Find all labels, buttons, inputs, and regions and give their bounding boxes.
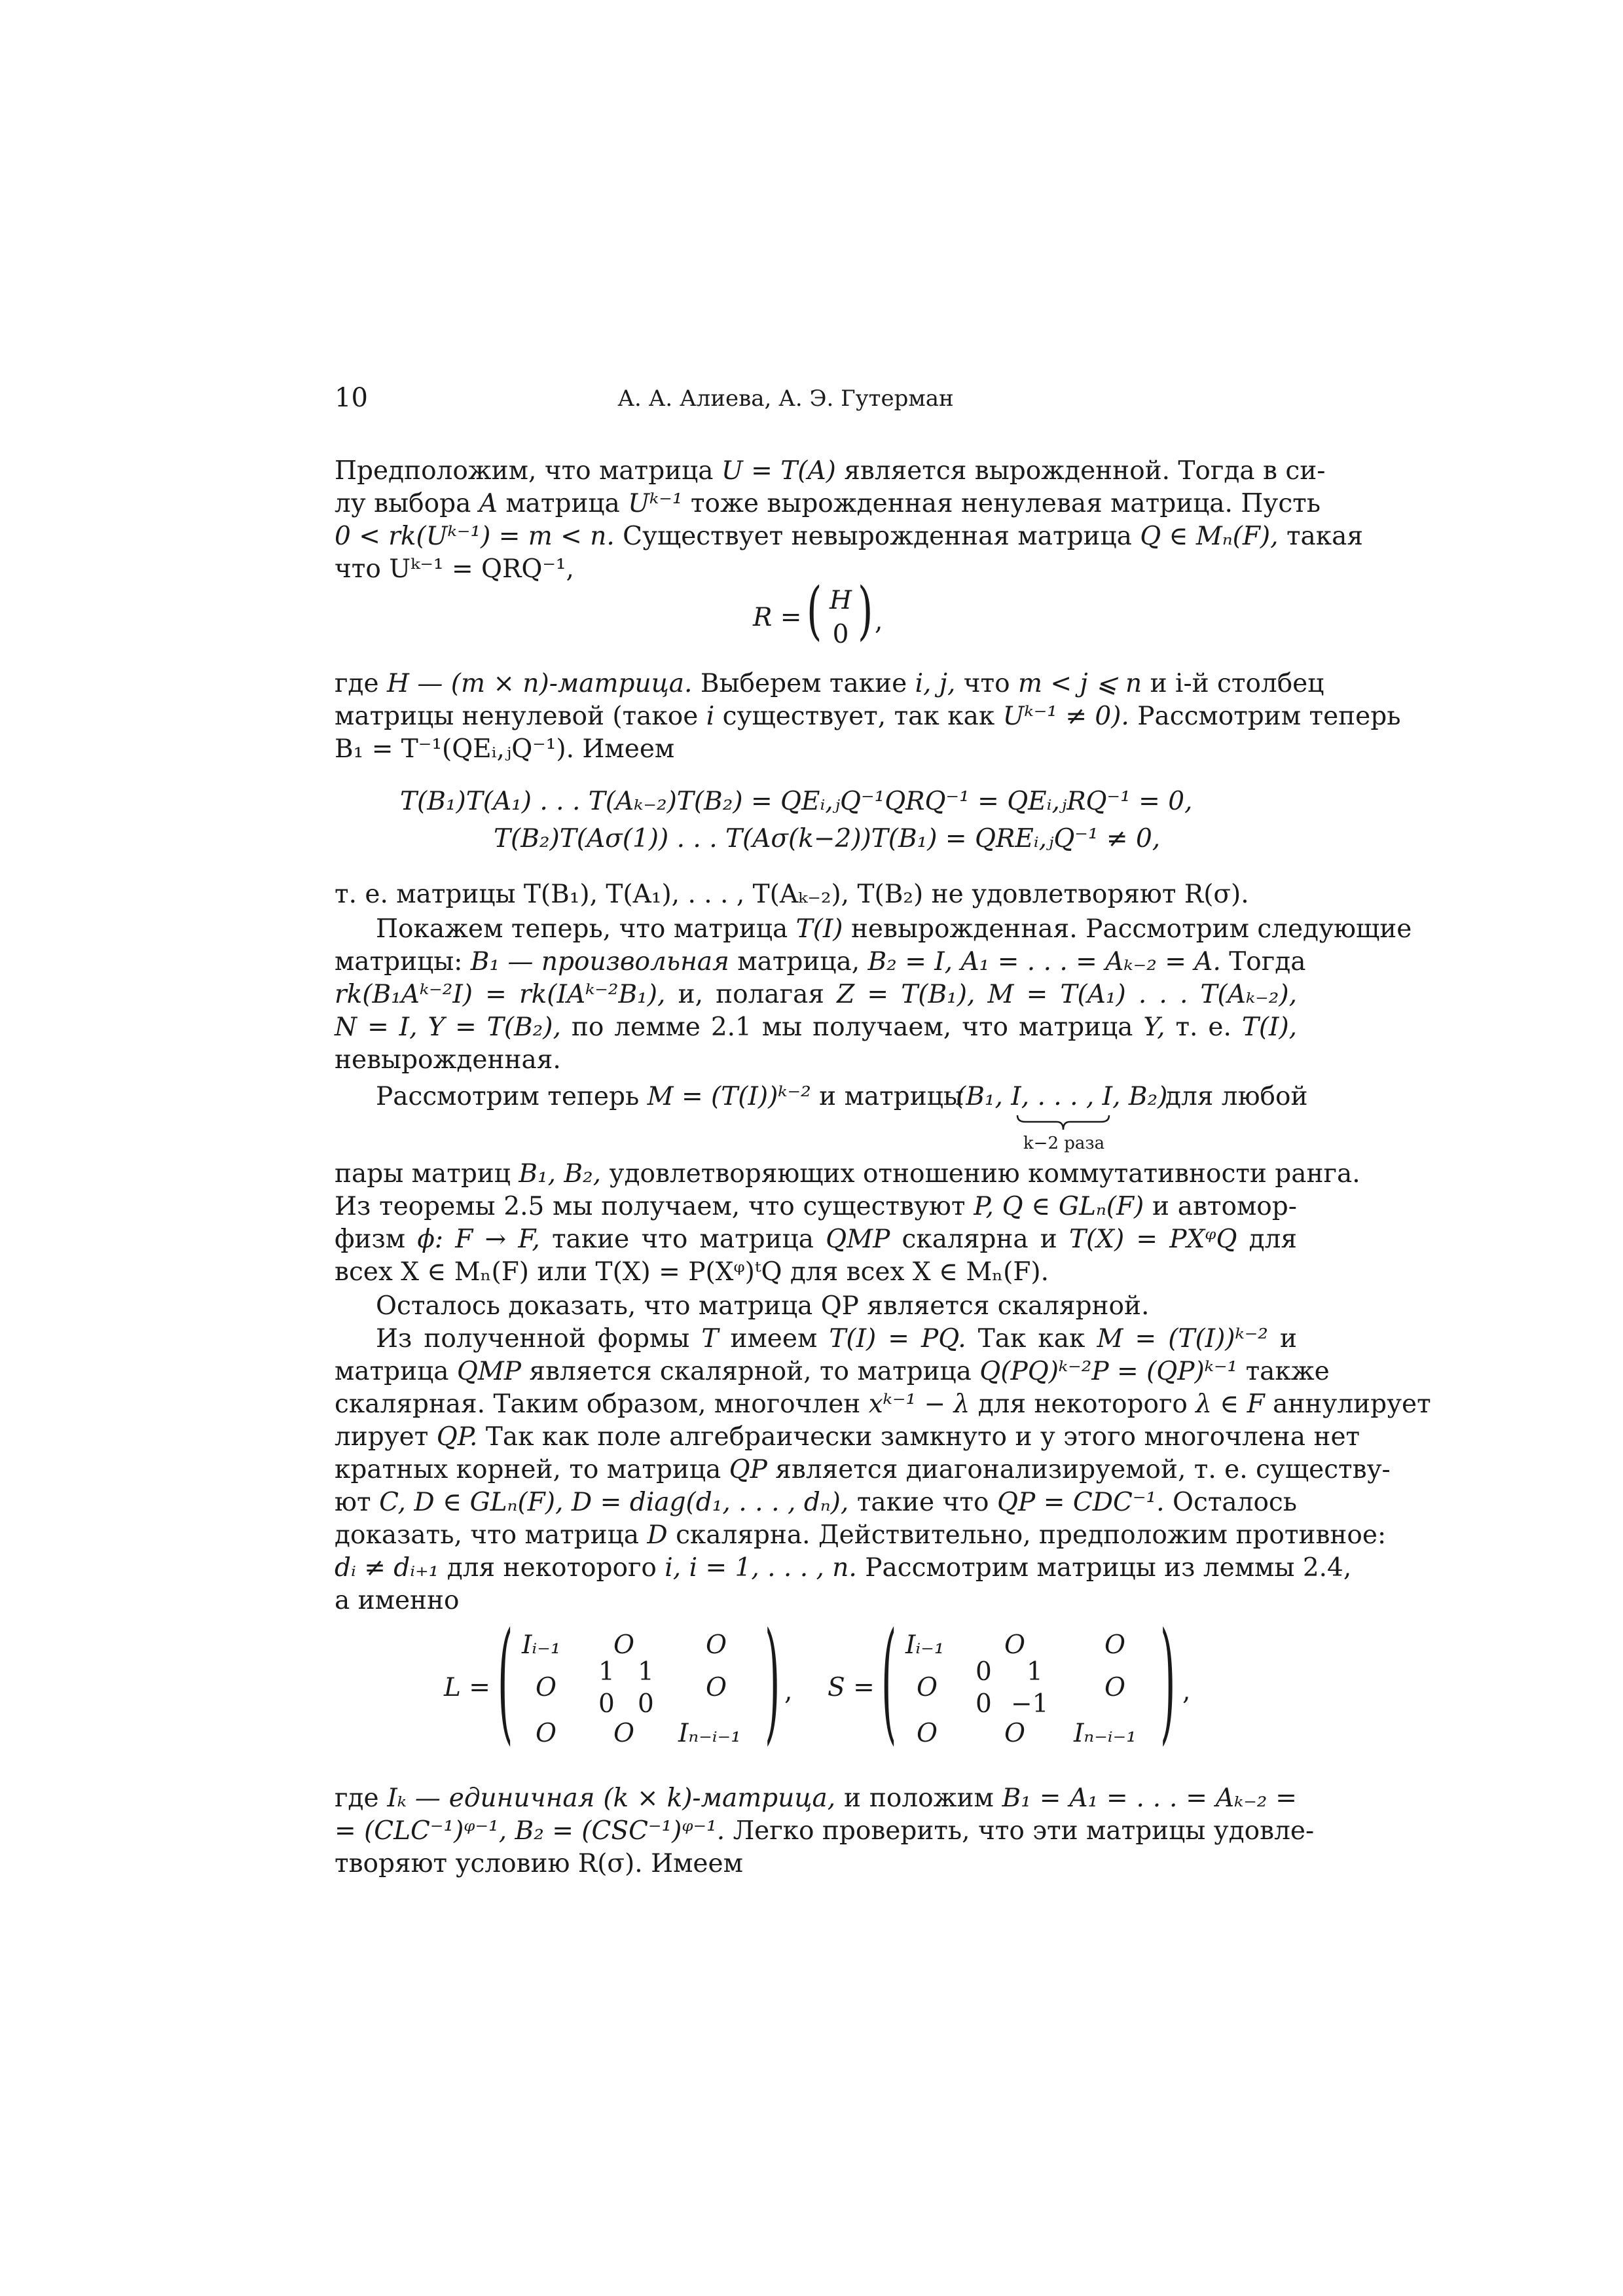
text-line: Предположим, что матрица U = T(A) является вырожденной. Тогда в си- bbox=[335, 456, 1326, 486]
text-line: 0 < rk(Uᵏ⁻¹) = m < n. Существует невырожденная матрица Q ∈ Mₙ(F), такая bbox=[335, 522, 1363, 551]
text-line: Рассмотрим теперь M = (T(I))ᵏ⁻² и матрицы bbox=[376, 1082, 964, 1111]
running-head: А. А. Алиева, А. Э. Гутерман bbox=[617, 386, 954, 412]
text-line: B₁ = T⁻¹(QEᵢ,ⱼQ⁻¹). Имеем bbox=[335, 734, 675, 764]
text-line: Из полученной формы T имеем T(I) = PQ. Так как M = (T(I))ᵏ⁻² и bbox=[376, 1324, 1298, 1354]
page: 10 А. А. Алиева, А. Э. Гутерман Предположим, что матрица U = T(A) является вырожденной. Тогда в си- лу выбора A матрица Uᵏ⁻¹ тоже вырожденная ненулевая матрица. Пусть 0 < rk(Uᵏ⁻¹) = m < n. Существует невырожденная матрица Q ∈ Mₙ(F), такая что Uᵏ⁻¹ = QRQ⁻¹, R = ( H 0 ) , где H — (m × n)-матрица. Выберем такие i, j, что m < j ⩽ n и i-й столбец матрицы ненулевой (такое i существует, так как Uᵏ⁻¹ ≠ 0). Рассмотрим теперь B₁ = T⁻¹(QEᵢ,ⱼQ⁻¹). Имеем T(B₁)T(A₁) . . . T(Aₖ₋₂)T(B₂) = QEᵢ,ⱼQ⁻¹QRQ⁻¹ = QEᵢ,ⱼRQ⁻¹ = 0, T(B₂)T(Aσ(1)) . . . T(Aσ(k−2))T(B₁) = QREᵢ,ⱼQ⁻¹ ≠ 0, т. е. матрицы T(B₁), T(A₁), . . . , T(Aₖ₋₂), T(B₂) не удовлетворяют R(σ). Покажем теперь, что матрица T(I) невырожденная. Рассмотрим следующие матрицы: B₁ — произвольная матрица, B₂ = I, A₁ = . . . = Aₖ₋₂ = A. Тогда rk(B₁Aᵏ⁻²I) = rk(IAᵏ⁻²B₁), и, полагая Z = T(B₁), M = T(A₁) . . . T(Aₖ₋₂), N = I, Y = T(B₂), по лемме 2.1 мы получаем, что матрица Y, т. е. T(I), невырожденная. Рассмотрим теперь M = (T(I))ᵏ⁻² и матрицы (B₁, I, . . . , I, B₂) для любой k−2 раза пары матриц B₁, B₂, удовлетворяющих отношению коммутативности ранга. Из теоремы 2.5 мы получаем, что существуют P, Q ∈ GLₙ(F) и автомор- физм ϕ: F → F, такие что матрица QMP скалярна и T(X) = PXᵠQ для всех X ∈ Mₙ(F) или T(X) = P(Xᵠ)ᵗQ для всех X ∈ Mₙ(F). Осталось доказать, что матрица QP является скалярной. Из полученной формы T имеем T(I) = PQ. Так как M = (T(I))ᵏ⁻² и матрица QMP является скалярной, то матрица Q(PQ)ᵏ⁻²P = (QP)ᵏ⁻¹ также скалярная. Таким образом, многочлен xᵏ⁻¹ − λ для некоторого λ ∈ F аннулирует лирует QP. Так как поле алгебраически замкнуто и у этого многочлена нет кратных корней, то матрица QP является диагонализируемой, т. е. существу- ют C, D ∈ GLₙ(F), D = diag(d₁, . . . , dₙ), такие что QP = CDC⁻¹. Осталось доказать, что матрица D скалярна. Действительно, предположим противное: dᵢ ≠ dᵢ₊₁ для некоторого i, i = 1, . . . , n. Рассмотрим матрицы из леммы 2.4, а именно L = ( Iᵢ₋₁ O O O 1 1 0 0 O O O Iₙ₋ᵢ₋₁ ) , S = ( Iᵢ₋₁ O O O 0 1 0 −1 O O O Iₙ₋ᵢ₋₁ ) , где Iₖ — единичная (k × k)-матрица, и положим B₁ = A₁ = . . . = Aₖ₋₂ = = (CLC⁻¹)ᵠ⁻¹, B₂ = (CSC⁻¹)ᵠ⁻¹. Легко проверить, что эти матрицы удовле- творяют условию R(σ). Имеем bbox=[0, 0, 1623, 2296]
text-line: N = I, Y = T(B₂), по лемме 2.1 мы получаем, что матрица Y, т. е. T(I), bbox=[335, 1013, 1298, 1042]
page-number: 10 bbox=[335, 383, 368, 413]
text-line: лирует QP. Так как поле алгебраически замкнуто и у этого многочлена нет bbox=[335, 1422, 1360, 1452]
text-line: где H — (m × n)-матрица. Выберем такие i, j, что m < j ⩽ n и i-й столбец bbox=[335, 669, 1324, 698]
equation-line: T(B₁)T(A₁) . . . T(Aₖ₋₂)T(B₂) = QEᵢ,ⱼQ⁻¹QRQ⁻¹ = QEᵢ,ⱼRQ⁻¹ = 0, bbox=[400, 787, 1193, 816]
text-line: доказать, что матрица D скалярна. Действительно, предположим противное: bbox=[335, 1520, 1387, 1550]
text-line: матрицы: B₁ — произвольная матрица, B₂ = I, A₁ = . . . = Aₖ₋₂ = A. Тогда bbox=[335, 947, 1306, 977]
text-fragment: для любой bbox=[1165, 1082, 1308, 1111]
underbrace bbox=[1016, 1114, 1110, 1131]
text-line: творяют условию R(σ). Имеем bbox=[335, 1849, 743, 1878]
text-line: rk(B₁Aᵏ⁻²I) = rk(IAᵏ⁻²B₁), и, полагая Z = T(B₁), M = T(A₁) . . . T(Aₖ₋₂), bbox=[335, 980, 1297, 1009]
text-line: физм ϕ: F → F, такие что матрица QMP скалярна и T(X) = PXᵠQ для bbox=[335, 1225, 1298, 1254]
tuple-with-underbrace: (B₁, I, . . . , I, B₂) bbox=[956, 1082, 1168, 1111]
text-line: т. е. матрицы T(B₁), T(A₁), . . . , T(Aₖ₋₂), T(B₂) не удовлетворяют R(σ). bbox=[335, 880, 1249, 909]
underbrace-label: k−2 раза bbox=[1023, 1134, 1105, 1153]
text-line: пары матриц B₁, B₂, удовлетворяющих отношению коммутативности ранга. bbox=[335, 1159, 1360, 1189]
text-line: Покажем теперь, что матрица T(I) невырожденная. Рассмотрим следующие bbox=[376, 914, 1412, 944]
text-line: а именно bbox=[335, 1586, 460, 1615]
text-line: = (CLC⁻¹)ᵠ⁻¹, B₂ = (CSC⁻¹)ᵠ⁻¹. Легко проверить, что эти матрицы удовле- bbox=[335, 1816, 1315, 1846]
equation-line: T(B₂)T(Aσ(1)) . . . T(Aσ(k−2))T(B₁) = QREᵢ,ⱼQ⁻¹ ≠ 0, bbox=[494, 824, 1161, 853]
text-line: dᵢ ≠ dᵢ₊₁ для некоторого i, i = 1, . . . , n. Рассмотрим матрицы из леммы 2.4, bbox=[335, 1553, 1352, 1583]
text-line: скалярная. Таким образом, многочлен xᵏ⁻¹ − λ для некоторого λ ∈ F аннулирует bbox=[335, 1390, 1431, 1419]
text-line: кратных корней, то матрица QP является диагонализируемой, т. е. существу- bbox=[335, 1455, 1391, 1484]
text-line: что Uᵏ⁻¹ = QRQ⁻¹, bbox=[335, 554, 574, 584]
text-line: всех X ∈ Mₙ(F) или T(X) = P(Xᵠ)ᵗQ для всех X ∈ Mₙ(F). bbox=[335, 1257, 1049, 1287]
text-line: лу выбора A матрица Uᵏ⁻¹ тоже вырожденная ненулевая матрица. Пусть bbox=[335, 489, 1321, 518]
text-line: матрицы ненулевой (такое i существует, так как Uᵏ⁻¹ ≠ 0). Рассмотрим теперь bbox=[335, 702, 1401, 731]
text-line: невырожденная. bbox=[335, 1045, 561, 1075]
text-line: где Iₖ — единичная (k × k)-матрица, и положим B₁ = A₁ = . . . = Aₖ₋₂ = bbox=[335, 1784, 1297, 1813]
text-line: Из теоремы 2.5 мы получаем, что существуют P, Q ∈ GLₙ(F) и автомор- bbox=[335, 1192, 1297, 1221]
text-line: ют C, D ∈ GLₙ(F), D = diag(d₁, . . . , dₙ), такие что QP = CDC⁻¹. Осталось bbox=[335, 1488, 1298, 1517]
text-line: Осталось доказать, что матрица QP является скалярной. bbox=[376, 1291, 1150, 1321]
text-line: матрица QMP является скалярной, то матрица Q(PQ)ᵏ⁻²P = (QP)ᵏ⁻¹ также bbox=[335, 1357, 1330, 1386]
